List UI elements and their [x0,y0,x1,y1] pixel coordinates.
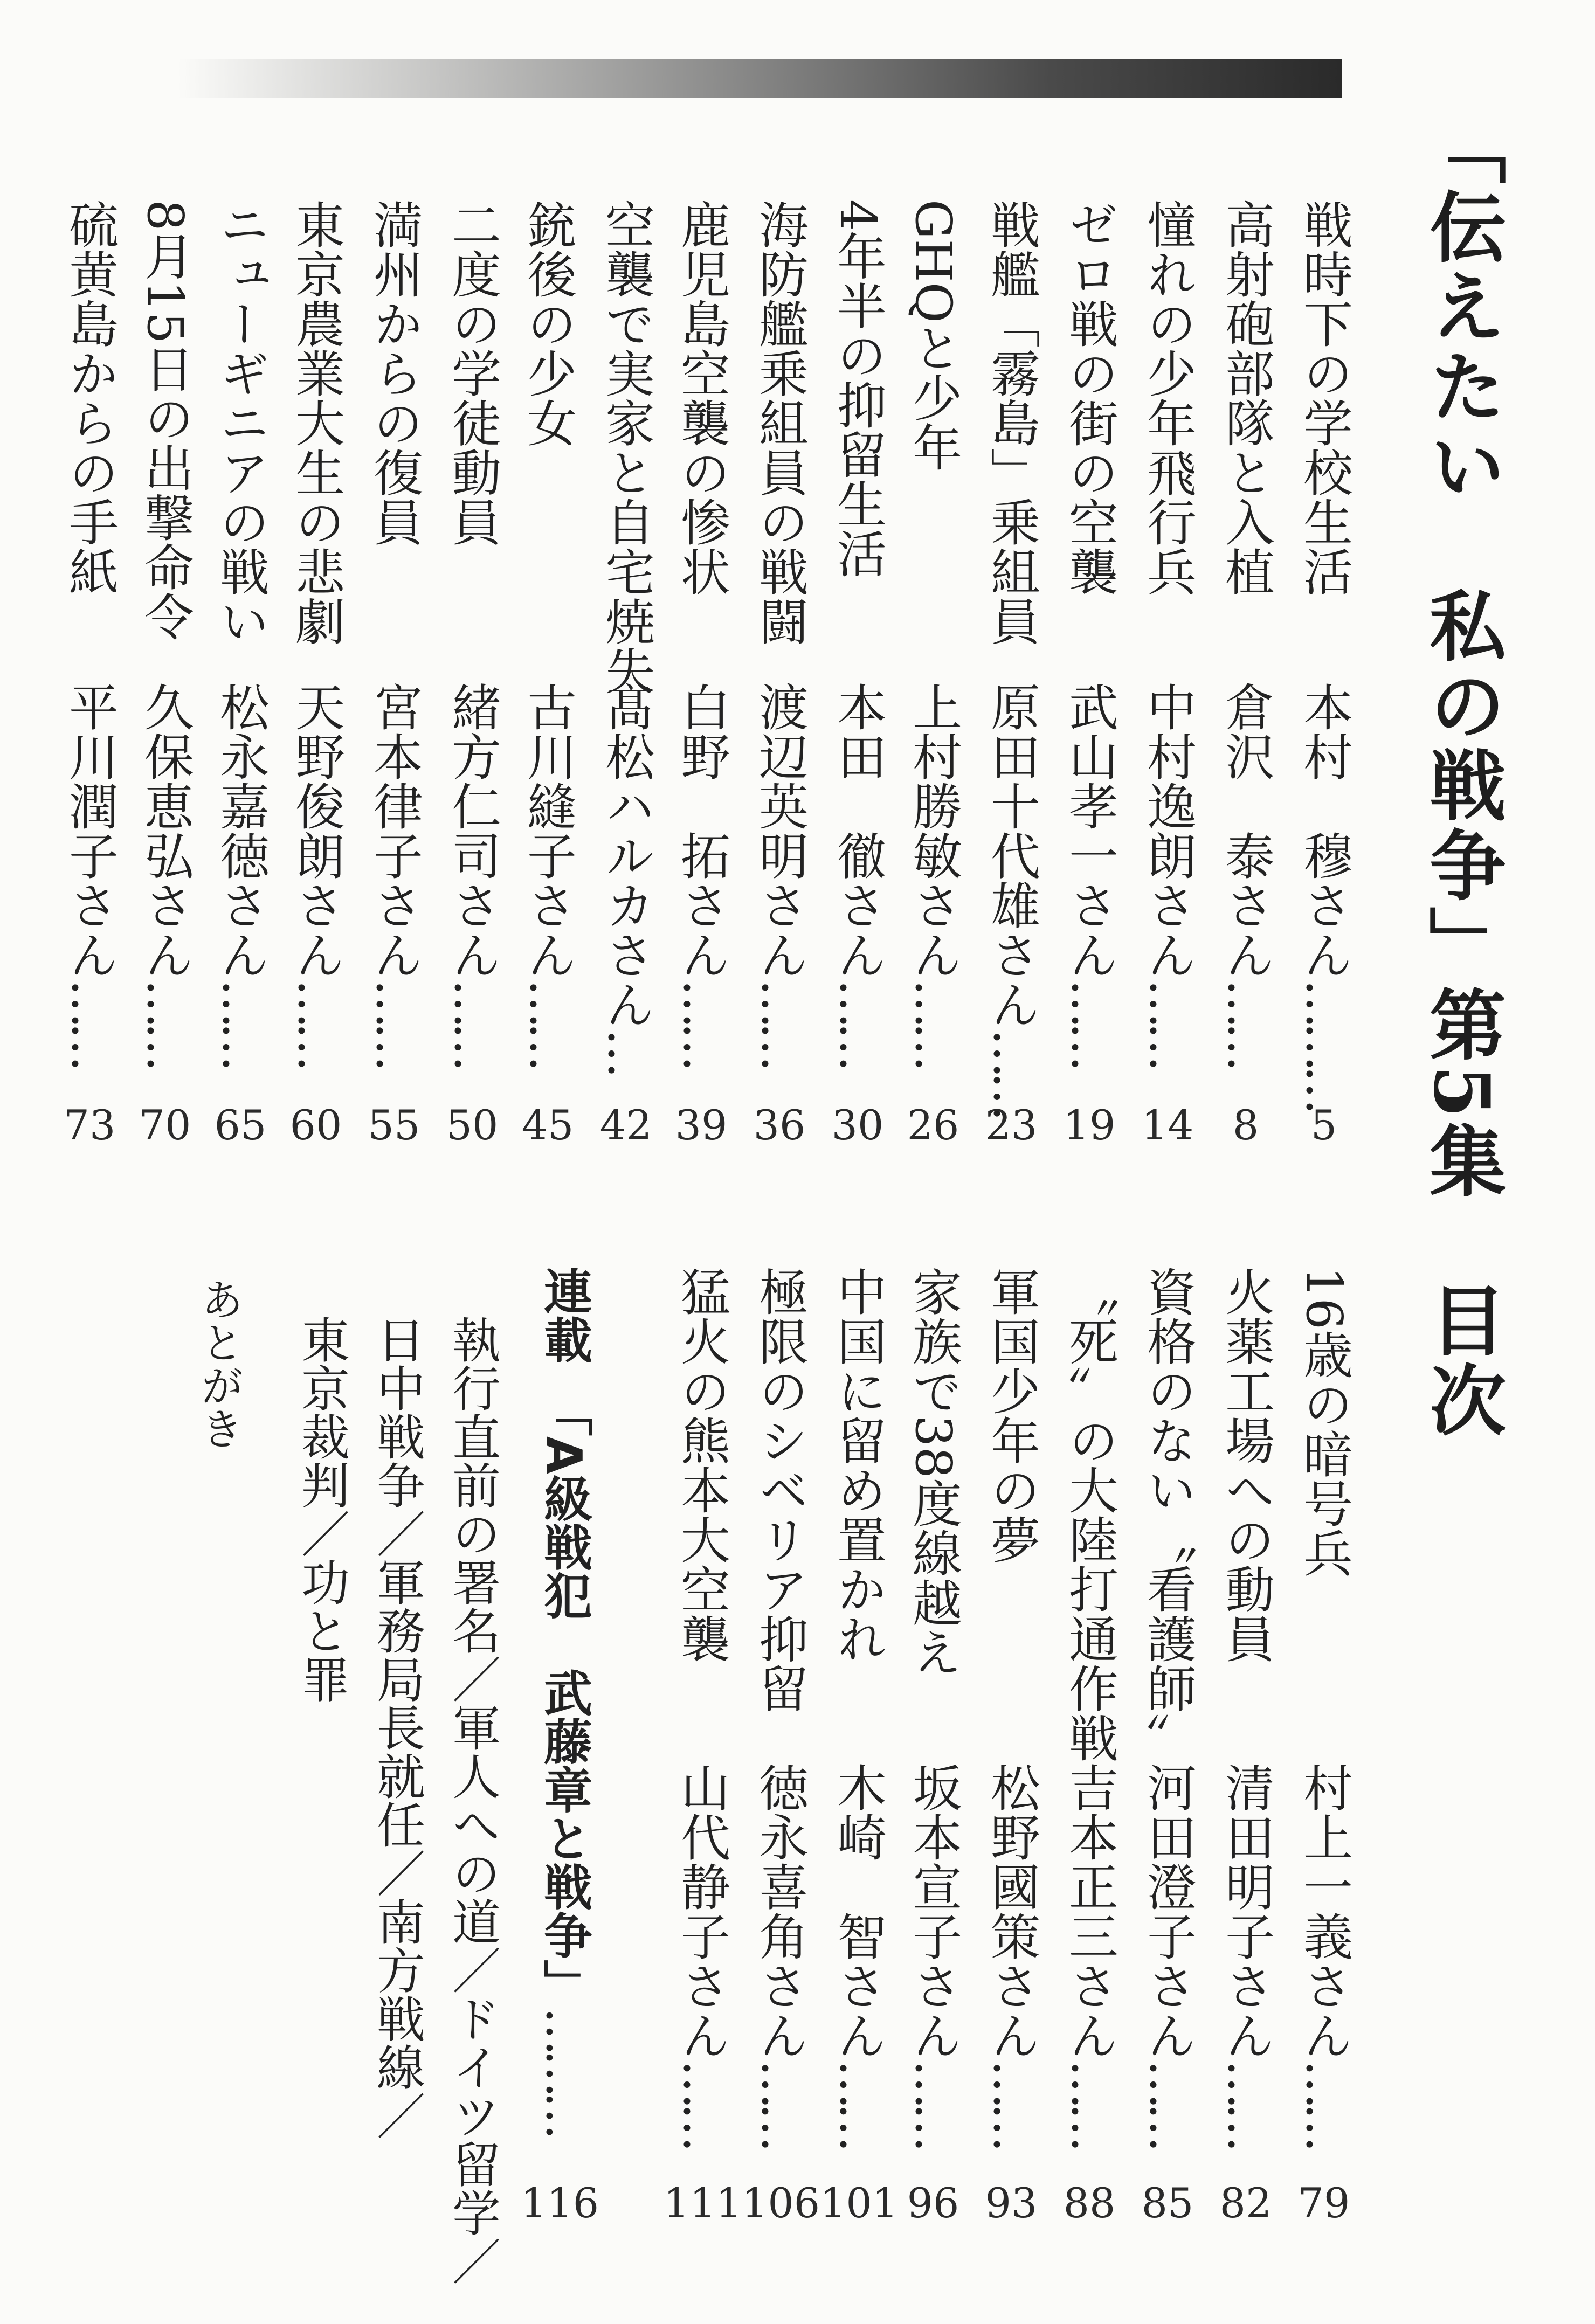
toc-person: 原田十代雄さん…… [983,682,1040,1115]
toc-page-number: 39 [675,1101,728,1149]
toc-topic: 4年半の抑留生活 [829,199,887,578]
toc-page-number: 45 [521,1101,574,1149]
toc-topic: 16歳の暗号兵 [1295,1267,1353,1578]
toc-page-number: 23 [985,1101,1038,1149]
serial-subtopics-line: 東京裁判／功と罪 [293,1315,349,1703]
toc-page-number: 36 [753,1101,806,1149]
toc-topic: 戦艦「霧島」乗組員 [983,199,1040,646]
toc-person: 平川潤子さん…… [61,682,119,1066]
toc-person: 白野 拓さん…… [673,682,730,1066]
toc-topic: ゼロ戦の街の空襲 [1061,199,1118,596]
toc-topic: 猛火の熊本大空襲 [673,1267,730,1663]
toc-page-number: 60 [289,1101,342,1149]
toc-person: 徳永喜角さん…… [751,1762,809,2146]
toc-page-number: 79 [1297,2179,1350,2227]
toc-person: 吉本正三さん…… [1061,1762,1118,2146]
toc-person: 本村 穆さん……… [1295,682,1353,1109]
toc-topic: 空襲で実家と自宅焼失 [597,199,655,695]
toc-topic: 二度の学徒動員 [444,199,501,547]
toc-topic: 海防艦乗組員の戦闘 [751,199,809,646]
toc-topic: 火薬工場への動員 [1217,1267,1275,1663]
toc-person: 上村勝敏さん…… [904,682,962,1066]
toc-page-number: 42 [599,1101,652,1149]
toc-topic: 中国に留め置かれ [829,1267,887,1663]
toc-person: 中村逸朗さん…… [1139,682,1197,1066]
toc-topic: 憧れの少年飛行兵 [1139,199,1197,596]
toc-page-number: 111 [664,2179,742,2227]
toc-topic: 軍国少年の夢 [983,1267,1040,1564]
serial-title: 連載 「A級戦犯 武藤章と戦争」……… [535,1267,592,2134]
toc-person: 山代静子さん…… [673,1762,730,2146]
toc-page-number: 85 [1141,2179,1194,2227]
toc-page-number: 88 [1063,2179,1116,2227]
toc-page-number: 82 [1219,2179,1272,2227]
toc-topic: 戦時下の学校生活 [1295,199,1353,596]
toc-page-number: 8 [1232,1101,1259,1149]
toc-topic: 8月15日の出撃命令 [136,199,194,641]
toc-page-number: 96 [907,2179,959,2227]
toc-topic: 資格のない〝看護師〟 [1139,1267,1197,1762]
toc-topic: 極限のシベリア抑留 [751,1267,809,1713]
toc-topic: 東京農業大生の悲劇 [287,199,345,646]
toc-page-number: 5 [1310,1101,1337,1149]
toc-page-number: 101 [820,2179,899,2227]
serial-subtopics-line: 日中戦争／軍務局長就任／南方戦線／ [368,1315,425,2140]
toc-person: 渡辺英明さん…… [751,682,809,1066]
toc-person: 髙松ハルカさん… [597,682,655,1072]
toc-person: 天野俊朗さん…… [287,682,345,1066]
page-title: 「伝えたい 私の戦争」第5集 目次 [1417,108,1506,1441]
toc-person: 宮本律子さん…… [365,682,423,1066]
toc-topic: 家族で38度線越え [904,1267,962,1677]
toc-page-number: 65 [214,1101,267,1149]
toc-page-number: 70 [139,1101,191,1149]
serial-subtopics-line: 執行直前の署名／軍人への道／ドイツ留学／ [444,1315,500,2285]
toc-person: 木崎 智さん…… [829,1762,887,2146]
toc-topic: 銃後の少女 [519,199,577,447]
toc-page-number: 55 [368,1101,420,1149]
toc-person: 緒方仁司さん…… [444,682,501,1066]
toc-page-number: 30 [831,1101,884,1149]
toc-topic: ニューギニアの戦い [212,199,270,646]
toc-page-number: 73 [63,1101,116,1149]
toc-person: 村上一義さん…… [1295,1762,1353,2146]
toc-person: 久保恵弘さん…… [136,682,194,1066]
toc-topic: GHQと少年 [904,199,962,472]
toc-page-number: 14 [1141,1101,1194,1149]
toc-topic: 鹿児島空襲の惨状 [673,199,730,596]
toc-person: 武山孝一さん…… [1061,682,1118,1066]
toc-page-number: 26 [907,1101,959,1149]
toc-topic: 硫黄島からの手紙 [61,199,119,596]
toc-person: 松永嘉徳さん…… [212,682,270,1066]
toc-page-number: 50 [446,1101,499,1149]
toc-person: 倉沢 泰さん…… [1217,682,1275,1066]
toc-page-number: 106 [742,2179,820,2227]
toc-page-number: 93 [985,2179,1038,2227]
toc-topic: 高射砲部隊と入植 [1217,199,1275,596]
toc-person: 本田 徹さん…… [829,682,887,1066]
toc-person: 古川縫子さん…… [519,682,577,1066]
toc-page-number: 19 [1063,1101,1116,1149]
header-gradient-bar [178,59,1342,98]
toc-person: 坂本宣子さん…… [904,1762,962,2146]
toc-topic: 〝死〟の大陸打通作戦 [1061,1267,1118,1762]
serial-page-number: 116 [521,2179,599,2227]
toc-person: 清田明子さん…… [1217,1762,1275,2146]
toc-person: 河田澄子さん…… [1139,1762,1197,2146]
toc-person: 松野國策さん…… [983,1762,1040,2146]
afterword: あとがき [194,1277,244,1450]
toc-topic: 満州からの復員 [365,199,423,547]
